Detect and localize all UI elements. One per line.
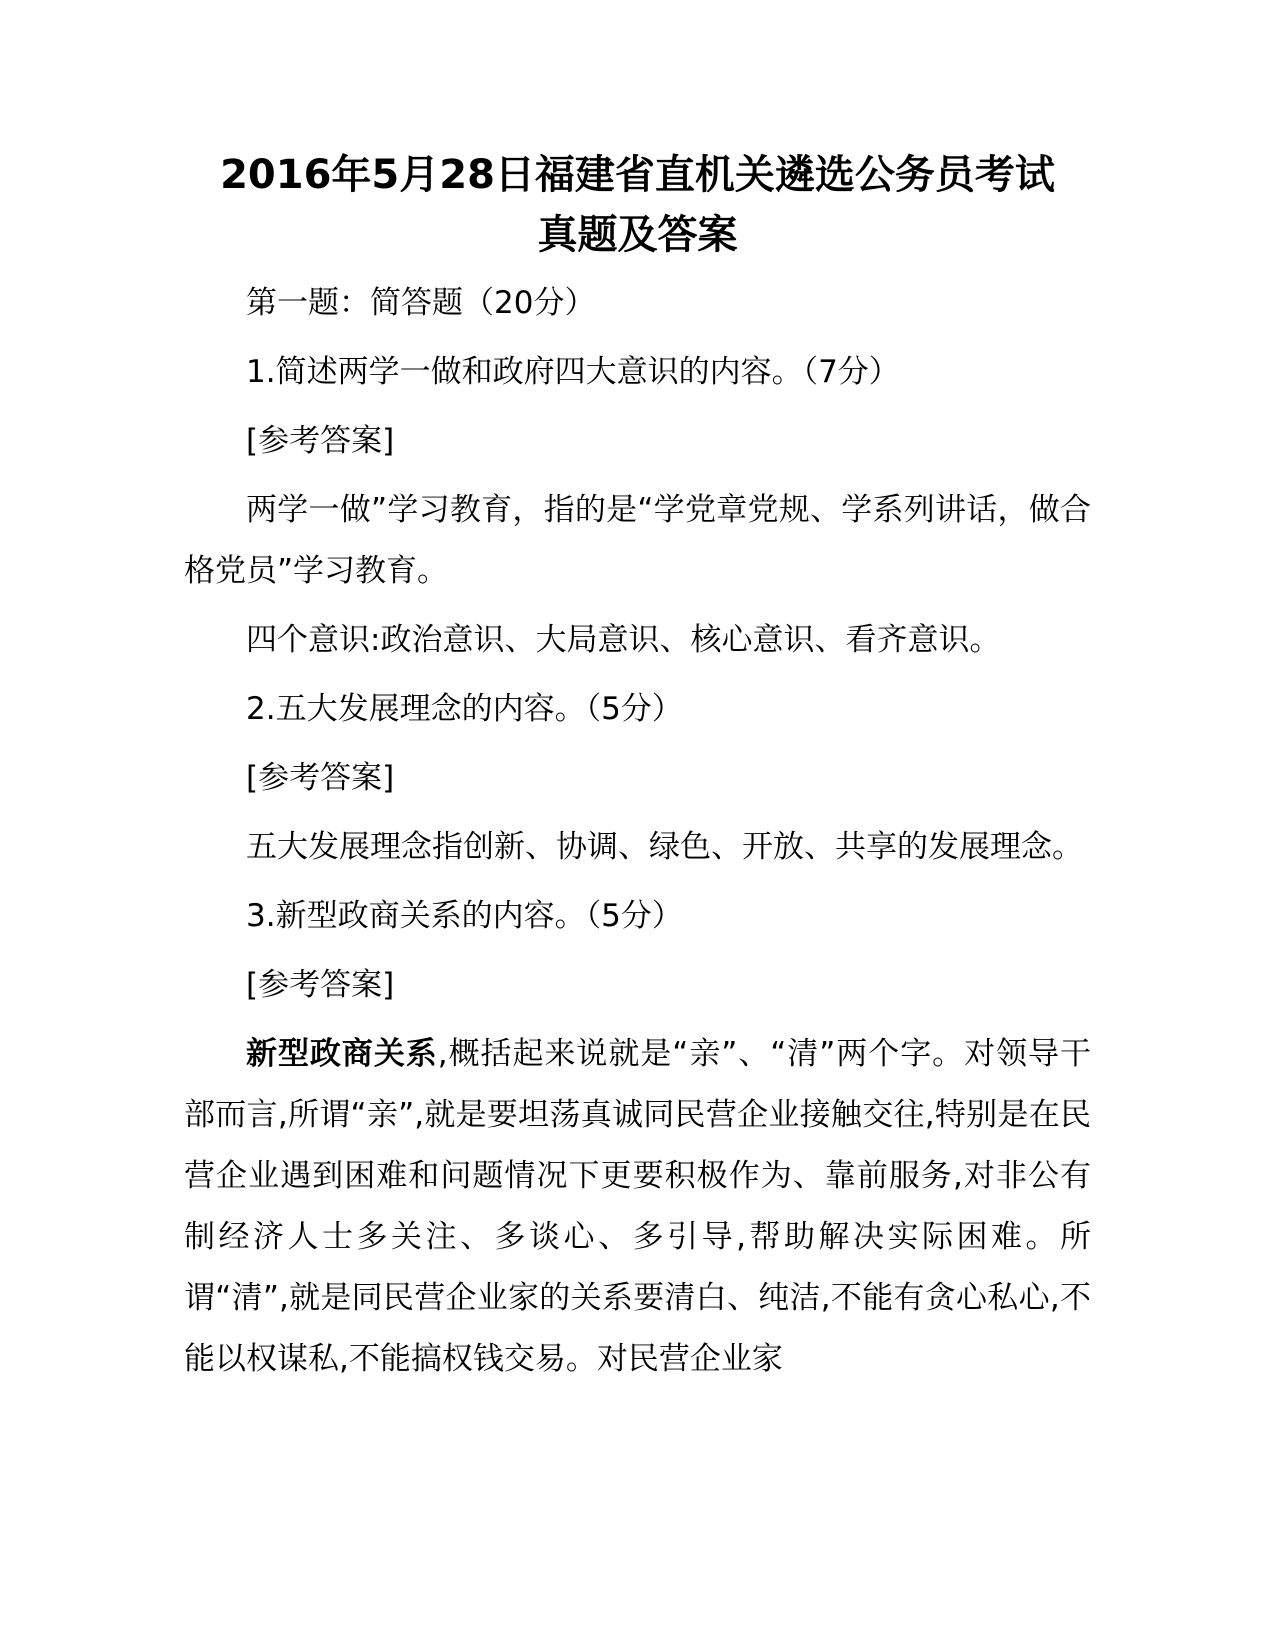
answer-3-body: ,概括起来说就是“亲”、“清”两个字。对领导干部而言,所谓“亲”,就是要坦荡真诚同民营企业接触交往,特别是在民营企业遇到困难和问题情况下更要积极作为、靠前服务,对非公有制经济人士多关注、多谈心、多引导,帮助解决实际困难。所谓“清”,就是同民营企业家的关系要清白、纯洁,不能有贪心私心,不能以权谋私,不能搞权钱交易。对民营企业家	[184, 1036, 1091, 1377]
document-body	[184, 145, 1091, 1390]
answer-1-paragraph-2: 四个意识:政治意识、大局意识、核心意识、看齐意识。	[246, 622, 1001, 658]
section-heading: 第一题：简答题（20分）	[246, 285, 596, 321]
document-title	[184, 145, 1091, 265]
answer-1-paragraph-1: 两学一做”学习教育，指的是“学党章党规、学系列讲话，做合格党员”学习教育。	[184, 492, 1091, 589]
title-line-2: 真题及答案	[537, 212, 738, 258]
question-2: 2.五大发展理念的内容。（5分）	[246, 691, 683, 727]
answer-label-1: [参考答案]	[246, 423, 395, 459]
question-3: 3.新型政商关系的内容。（5分）	[246, 898, 683, 934]
answer-2-paragraph-1: 五大发展理念指创新、协调、绿色、开放、共享的发展理念。	[246, 829, 1083, 865]
question-1: 1.简述两学一做和政府四大意识的内容。（7分）	[246, 354, 900, 390]
title-line-1: 2016年5月28日福建省直机关遴选公务员考试	[220, 152, 1055, 198]
answer-3-paragraph-1	[184, 1024, 1091, 1390]
answer-3-lead-term: 新型政商关系	[246, 1036, 438, 1072]
answer-label-2: [参考答案]	[246, 760, 395, 796]
answer-label-3: [参考答案]	[246, 967, 395, 1003]
